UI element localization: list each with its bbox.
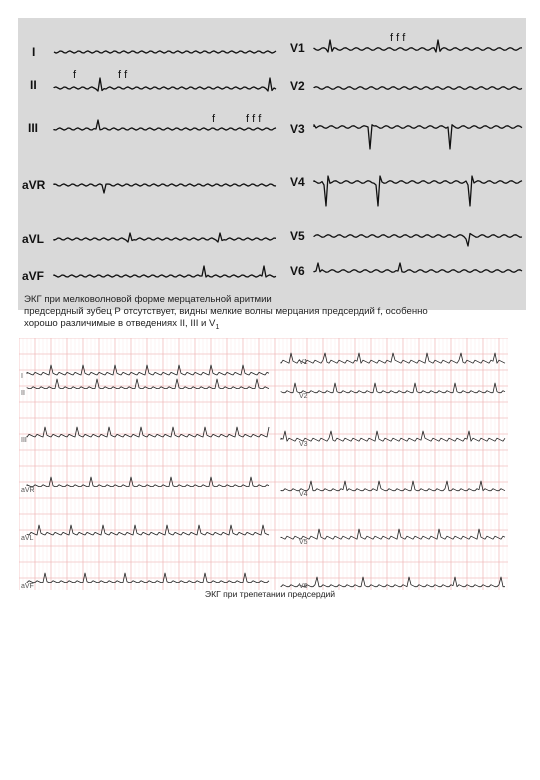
ecg-trace-right-4 [314,234,522,247]
lead-label-I-flutter: I [21,373,23,380]
ecg-trace-flutter-right-3 [281,481,505,491]
ecg-trace-left-5 [54,266,276,277]
lead-label-V1-flutter: V1 [299,359,308,366]
lead-label-V3-flutter: V3 [299,441,308,448]
ecg-trace-right-0 [314,40,522,52]
ecg-figure-atrial-fibrillation [18,18,526,310]
ecg-trace-flutter-left-1 [27,379,269,389]
ecg-grid-minor [19,338,507,590]
lead-label-V3: V3 [290,122,305,136]
lead-label-V5-flutter: V5 [299,539,308,546]
lead-label-V6: V6 [290,264,305,278]
lead-label-aVL-flutter: aVL [21,535,34,542]
ecg-trace-flutter-right-2 [281,431,505,441]
ecg-traces-flutter [19,338,508,590]
caption-line-2: предсердный зубец Р отсутствует, видны мелкие волны мерцания предсердий f, особенно [24,306,428,317]
lead-label-I: I [32,45,36,59]
ecg-grid-major [19,338,508,590]
f-wave-mark-V1: f f f [390,32,406,44]
caption-line-3: хорошо различимые в отведениях II, III и V [24,318,216,329]
ecg-trace-right-2 [314,125,522,149]
ecg-figure-atrial-flutter [19,338,508,590]
ecg-trace-flutter-right-0 [281,353,505,363]
ecg-traces-fibrillation [18,18,526,310]
lead-label-aVR-flutter: aVR [21,487,35,494]
ecg-trace-left-2 [54,120,276,130]
lead-label-V1: V1 [290,41,305,55]
caption-subscript: 1 [215,323,220,331]
lead-label-V2: V2 [290,79,305,93]
lead-label-V5: V5 [290,229,305,243]
ecg-trace-left-0 [54,51,276,53]
ecg-trace-right-3 [314,176,522,206]
lead-label-aVR: aVR [22,178,46,192]
f-wave-mark-III-a: f [212,113,216,125]
ecg-trace-right-1 [314,87,522,90]
lead-label-II-flutter: II [21,390,25,397]
lead-label-aVF: aVF [22,269,45,283]
ecg-trace-right-5 [314,263,522,272]
lead-label-V6-flutter: V6 [299,583,308,590]
figure-caption-fibrillation [24,294,499,334]
lead-label-aVL: aVL [22,232,45,246]
ecg-trace-left-3 [54,184,276,193]
lead-label-V4: V4 [290,175,305,189]
ecg-trace-flutter-left-2 [27,427,269,437]
ecg-trace-flutter-right-5 [281,577,505,587]
lead-label-V4-flutter: V4 [299,491,308,498]
lead-label-III-flutter: III [21,437,27,444]
lead-label-III: III [28,121,39,135]
lead-label-II: II [30,78,37,92]
f-wave-mark-II-b: f f [118,69,128,81]
caption-line-1: ЭКГ при мелковолновой форме мерцательной аритмии [24,294,272,305]
lead-label-V2-flutter: V2 [299,393,308,400]
ecg-trace-flutter-right-4 [281,529,505,539]
f-wave-mark-II-a: f [73,69,77,81]
figure-caption-flutter: ЭКГ при трепетании предсердий [204,589,336,599]
ecg-trace-flutter-right-1 [281,383,505,393]
f-wave-mark-III-b: f f f [246,113,262,125]
ecg-trace-left-1 [54,78,276,91]
lead-label-aVF-flutter: aVF [21,583,34,590]
ecg-trace-left-4 [54,233,276,242]
